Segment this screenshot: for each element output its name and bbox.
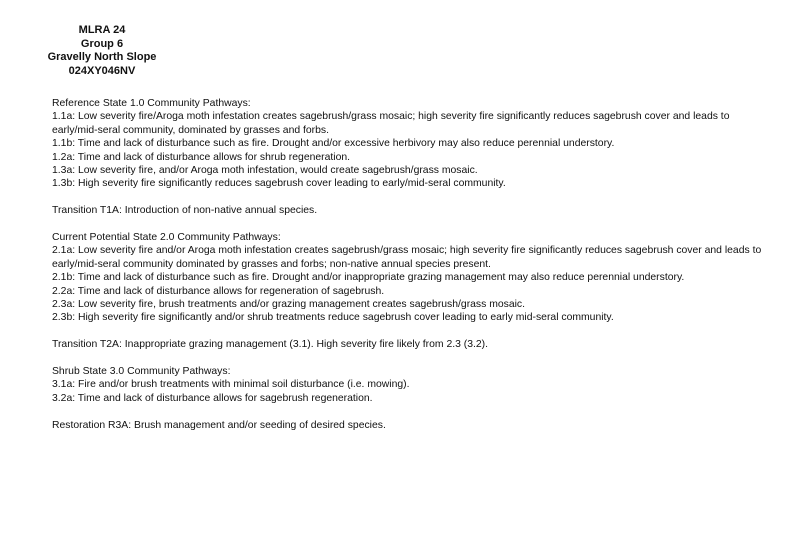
- site-name: Gravelly North Slope: [47, 51, 157, 63]
- section-current-potential-state: [52, 231, 772, 325]
- section-heading: Current Potential State 2.0 Community Pathways:: [52, 232, 281, 244]
- site-id: 024XY046NV: [68, 64, 136, 77]
- pathway-line: 3.1a: Fire and/or brush treatments with minimal soil disturbance (i.e. mowing).: [52, 379, 410, 391]
- pathway-line: 1.2a: Time and lack of disturbance allows for shrub regeneration.: [52, 151, 351, 163]
- document-header: [38, 24, 166, 78]
- section-transition-t1a: [52, 204, 772, 217]
- document-body: [52, 97, 772, 445]
- section-reference-state: [52, 97, 772, 191]
- restoration-line: Restoration R3A: Brush management and/or seeding of desired species.: [52, 419, 386, 431]
- section-heading: Reference State 1.0 Community Pathways:: [52, 98, 251, 109]
- section-heading: Shrub State 3.0 Community Pathways:: [52, 366, 231, 378]
- pathway-line: 3.2a: Time and lack of disturbance allows for sagebrush regeneration.: [52, 392, 373, 404]
- pathway-line: 1.1b: Time and lack of disturbance such as fire. Drought and/or excessive herbivory may also reduce perennial understory.: [52, 138, 615, 150]
- section-restoration-r3a: [52, 419, 772, 432]
- section-transition-t2a: [52, 338, 772, 351]
- pathway-line: 2.3b: High severity fire significantly and/or shrub treatments reduce sagebrush cover leading to early mid-seral community.: [52, 312, 614, 324]
- transition-line: Transition T1A: Introduction of non-native annual species.: [52, 205, 318, 217]
- group-label: Group 6: [80, 37, 124, 50]
- section-shrub-state: [52, 365, 772, 405]
- mlra-label: MLRA 24: [78, 24, 126, 36]
- pathway-line: 2.1b: Time and lack of disturbance such as fire. Drought and/or inappropriate grazing management may also reduce perennial understory.: [52, 272, 685, 284]
- pathway-line: 2.2a: Time and lack of disturbance allows for regeneration of sagebrush.: [52, 285, 385, 297]
- pathway-line: 1.3b: High severity fire significantly reduces sagebrush cover leading to early/mid-seral community.: [52, 178, 506, 190]
- pathway-line: 1.1a: Low severity fire/Aroga moth infestation creates sagebrush/grass mosaic; high severity fire significantly reduces sagebrush cover and leads to early/mid-seral community, dominated by grasses and forbs.: [52, 111, 730, 136]
- pathway-line: 1.3a: Low severity fire, and/or Aroga moth infestation, would create sagebrush/grass mosaic.: [52, 165, 478, 177]
- pathway-line: 2.1a: Low severity fire and/or Aroga moth infestation creates sagebrush/grass mosaic; high severity fire significantly reduces sagebrush cover and leads to early/mid-seral community dominated by grasses and forbs; non-native annual species present.: [52, 245, 762, 270]
- transition-line: Transition T2A: Inappropriate grazing management (3.1). High severity fire likely from 2.3 (3.2).: [52, 339, 489, 351]
- pathway-line: 2.3a: Low severity fire, brush treatments and/or grazing management creates sagebrush/grass mosaic.: [52, 299, 526, 311]
